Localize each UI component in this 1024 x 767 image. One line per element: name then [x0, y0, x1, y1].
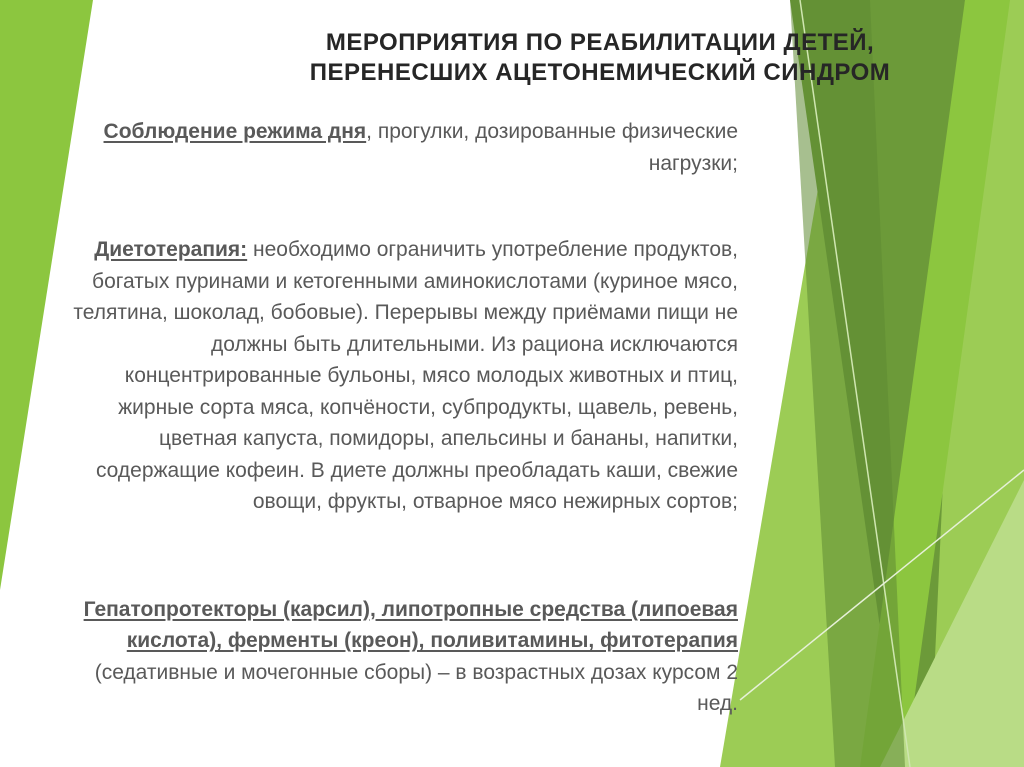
paragraph-medication — [55, 594, 738, 720]
paragraph-text: , прогулки, дозированные физические нагрузки; — [366, 120, 738, 175]
title-line-2: ПЕРЕНЕСШИХ АЦЕТОНЕМИЧЕСКИЙ СИНДРОМ — [309, 59, 891, 86]
paragraph-diet-therapy — [55, 234, 738, 518]
paragraph-text: необходимо ограничить употребление продуктов, богатых пуринами и кетогенными аминокислотами (куриное мясо, телятина, шоколад, бобовые). Перерывы между приёмами пищи не должны быть длительными. Из рациона исключаются концентрированные бульоны, мясо молодых животных и птиц, жирные сорта мяса, копчёности, субпродукты, щавель, ревень, цветная капуста, помидоры, апельсины и бананы, напитки, содержащие кофеин. В диете должны преобладать каши, свежие овощи, фрукты, отварное мясо нежирных сортов; — [73, 238, 738, 513]
slide-content — [55, 116, 738, 720]
paragraph-lead: Соблюдение режима дня — [103, 120, 367, 143]
paragraph-text: (седативные и мочегонные сборы) – в возрастных дозах курсом 2 нед. — [94, 660, 738, 715]
paragraph-daily-regimen — [55, 116, 738, 179]
paragraph-lead: Гепатопротекторы (карсил), липотропные средства (липоевая кислота), ферменты (креон), поливитамины, фитотерапия — [83, 597, 738, 652]
paragraph-lead: Диетотерапия: — [94, 238, 248, 261]
title-line-1: МЕРОПРИЯТИЯ ПО РЕАБИЛИТАЦИИ ДЕТЕЙ, — [325, 29, 875, 56]
slide-title — [230, 28, 970, 88]
